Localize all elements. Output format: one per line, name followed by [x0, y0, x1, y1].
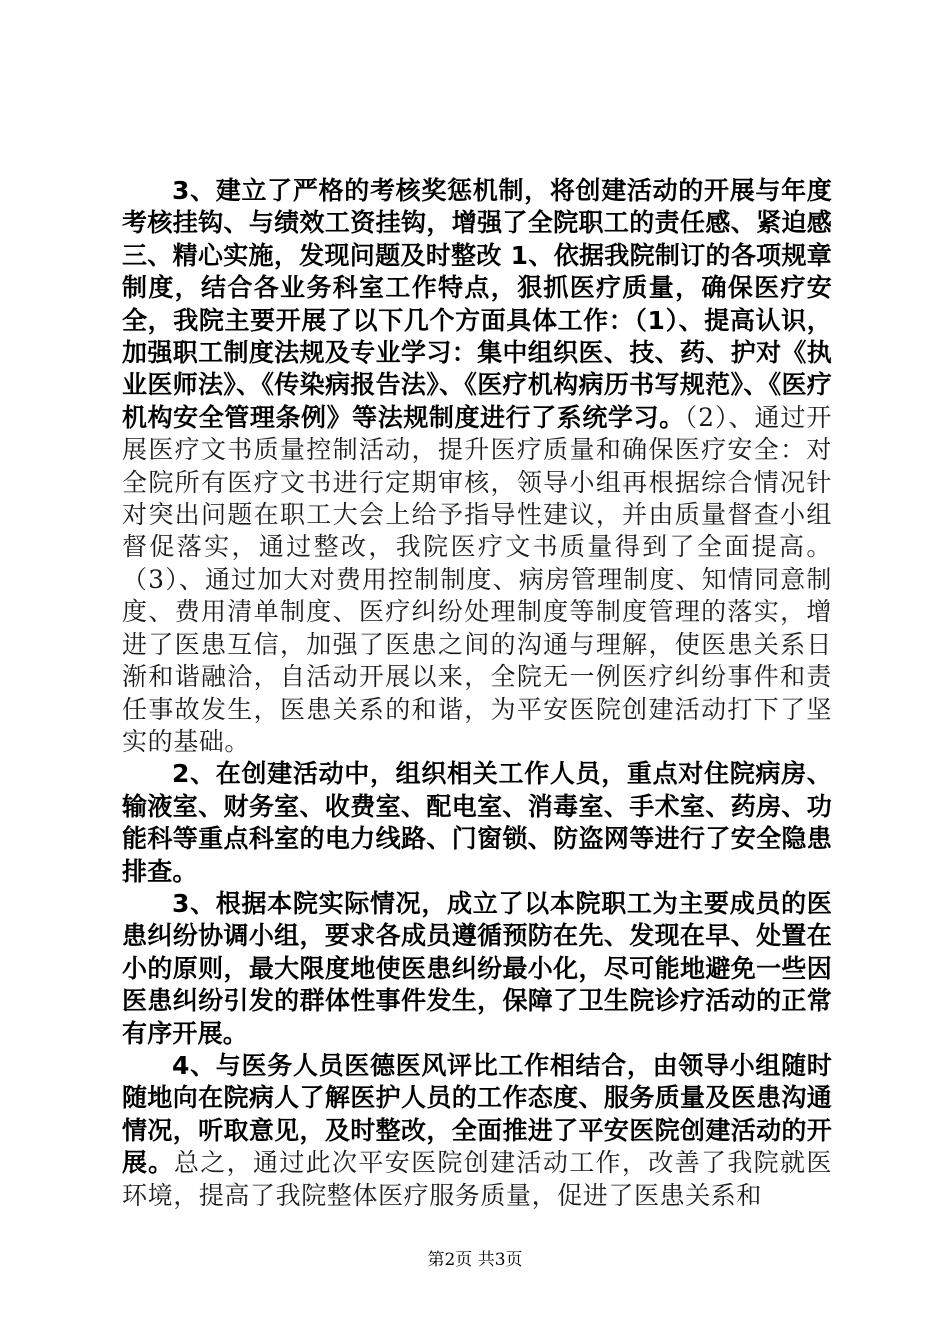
page-footer-page-number: 第2页 共3页 — [427, 1250, 523, 1270]
paragraph-text-bold: 3、建立了严格的考核奖惩机制，将创建活动的开展与年度考核挂钩、与绩效工资挂钩，增强了全院职工的责任感、紧迫感三、精心实施，发现问题及时整改 1、依据我院制订的各项规章制度，结合各业务科室工作特点，狠抓医疗质量，确保医疗安全，我院主要开展了以下几个方面具体工作：（1）、提高认识，加强职工制度法规及专业学习：集中组织医、技、药、护对《执业医师法》、《传染病报告法》、《医疗机构病历书写规范》、《医疗机构安全管理条例》等法规制度进行了系统学习。 — [122, 176, 832, 432]
paragraph-safety-inspection — [122, 758, 832, 888]
paragraph-assessment-and-medical-quality — [122, 175, 832, 758]
paragraph-text-regular: （2）、通过开展医疗文书质量控制活动，提升医疗质量和确保医疗安全：对全院所有医疗文书进行定期审核，领导小组再根据综合情况针对突出问题在职工大会上给予指导性建议，并由质量督查小组督促落实，通过整改，我院医疗文书质量得到了全面提高。（3）、通过加大对费用控制制度、病房管理制度、知情同意制度、费用清单制度、医疗纠纷处理制度等制度管理的落实，增进了医患互信，加强了医患之间的沟通与理解，使医患关系日渐和谐融洽，自活动开展以来，全院无一例医疗纠纷事件和责任事故发生，医患关系的和谐，为平安医院创建活动打下了坚实的基础。 — [122, 402, 832, 756]
paragraph-text-bold: 4、与医务人员医德医风评比工作相结合，由领导小组随时随地向在院病人了解医护人员的工作态度、服务质量及医患沟通情况，听取意见，及时整改，全面推进了平安医院创建活动的开展。 — [122, 1050, 832, 1178]
paragraph-text-bold: 2、在创建活动中，组织相关工作人员，重点对住院病房、输液室、财务室、收费室、配电室、消毒室、手术室、药房、功能科等重点科室的电力线路、门窗锁、防盗网等进行了安全隐患排查。 — [122, 759, 832, 886]
paragraph-ethics-evaluation-and-summary — [122, 1050, 832, 1212]
paragraph-dispute-coordination — [122, 888, 832, 1050]
paragraph-text-bold: 3、根据本院实际情况，成立了以本院职工为主要成员的医患纠纷协调小组，要求各成员遵循预防在先、发现在早、处置在小的原则，最大限度地使医患纠纷最小化，尽可能地避免一些因医患纠纷引发的群体性事件发生，保障了卫生院诊疗活动的正常有序开展。 — [122, 888, 832, 1048]
paragraph-text-regular: 总之，通过此次平安医院创建活动工作，改善了我院就医环境，提高了我院整体医疗服务质量，促进了医患关系和 — [122, 1148, 832, 1210]
document-body — [122, 175, 832, 1212]
